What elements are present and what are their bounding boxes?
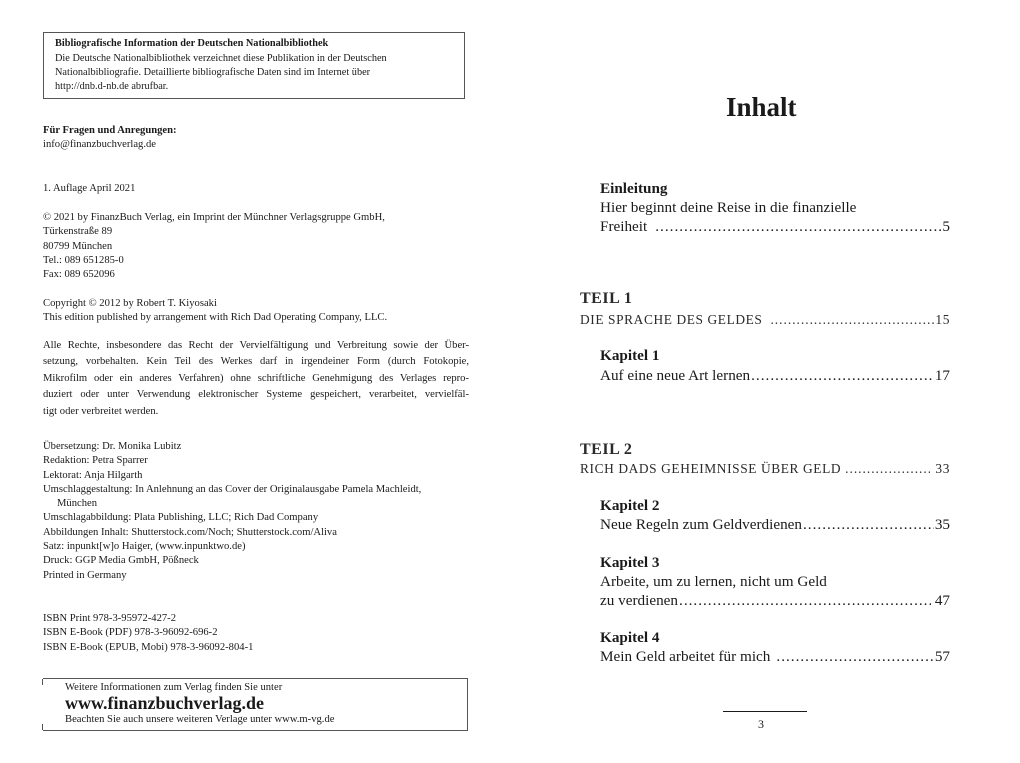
credit-line: Übersetzung: Dr. Monika Lubitz (43, 441, 182, 452)
leader-dots (655, 218, 941, 236)
toc-chapter-page: 47 (934, 592, 950, 609)
credits-block (43, 440, 421, 583)
toc-chapter-title: Mein Geld arbeitet für mich (600, 648, 771, 665)
toc-chapter-label: Kapitel 3 (600, 554, 660, 571)
toc-chapter-row[interactable] (600, 516, 950, 534)
credit-line: Lektorat: Anja Hilgarth (43, 469, 143, 481)
toc-chapter-title-line1: Arbeite, um zu lernen, nicht um Geld (600, 573, 827, 590)
leader-dots (679, 592, 931, 610)
toc-chapter-page: 35 (934, 516, 950, 533)
isbn-block (43, 612, 253, 655)
rights-line: setzung, vorbehalten. Kein Teil des Werkes darf in irgendeiner Form (durch Fotokopie, (43, 356, 469, 368)
publisher-block (43, 211, 385, 282)
credit-line: Abbildungen Inhalt: Shutterstock.com/Noch; Shutterstock.com/Aliva (43, 526, 337, 538)
toc-intro-line2: Freiheit (600, 218, 648, 235)
isbn-line: ISBN E-Book (PDF) 978-3-96092-696-2 (43, 627, 218, 639)
toc-chapter-row[interactable] (600, 592, 950, 610)
toc-chapter-page: 57 (934, 648, 950, 665)
leader-dots (770, 312, 934, 328)
publisher-info-box (43, 678, 468, 731)
leader-dots (776, 648, 933, 666)
footer-rule (723, 711, 807, 712)
credit-line: München (57, 498, 98, 510)
teil1-row[interactable] (580, 312, 950, 328)
teil1-label: TEIL 1 (580, 290, 633, 307)
info-note: Beachten Sie auch unsere weiteren Verlage unter www.m-vg.de (65, 714, 335, 725)
rights-paragraph (43, 338, 469, 420)
edition-line (43, 182, 135, 196)
toc-title: Inhalt (726, 92, 797, 122)
contact-email: info@finanzbuchverlag.de (43, 139, 156, 151)
rights-line: duziert oder unter Verwendung elektronischer Systeme gespeichert, verarbeitet, vervielfäl- (43, 389, 469, 401)
questions-block (43, 124, 177, 153)
bib-heading: Bibliografische Information der Deutschen Nationalbibliothek (55, 38, 329, 49)
toc-chapter-title: Auf eine neue Art lernen (600, 367, 751, 384)
credit-line: Umschlaggestaltung: In Anlehnung an das Cover der Originalausgabe Pamela Machleidt, (43, 483, 422, 495)
toc-intro-label: Einleitung (600, 180, 668, 197)
toc-chapter-label: Kapitel 4 (600, 629, 660, 646)
credit-line: Printed in Germany (43, 569, 127, 581)
toc-intro-row[interactable] (600, 218, 950, 236)
teil1-subtitle: DIE SPRACHE DES GELDES (580, 312, 763, 327)
toc-chapter-page: 17 (934, 367, 950, 384)
leader-dots (803, 516, 934, 534)
rights-line: tigt oder verbreitet werden. (43, 405, 159, 417)
toc-intro-page: 5 (942, 218, 950, 235)
bib-line: http://dnb.d-nb.de abrufbar. (55, 81, 169, 92)
bib-line: Nationalbibliografie. Detaillierte bibliografische Daten sind im Internet über (55, 67, 371, 78)
rights-line: Alle Rechte, insbesondere das Recht der Vervielfältigung und Verbreitung sowie der Über- (43, 340, 469, 351)
toc-chapter-row[interactable] (600, 367, 950, 385)
copyright-line: This edition published by arrangement with Rich Dad Operating Company, LLC. (43, 312, 388, 324)
publisher-line: © 2021 by FinanzBuch Verlag, ein Imprint der Münchner Verlagsgruppe GmbH, (43, 212, 385, 223)
publisher-line: Fax: 089 652096 (43, 269, 115, 281)
copyright-line: Copyright © 2012 by Robert T. Kiyosaki (43, 298, 217, 309)
toc-chapter-label: Kapitel 2 (600, 497, 660, 514)
bib-line: Die Deutsche Nationalbibliothek verzeichnet diese Publikation in der Deutschen (55, 53, 387, 64)
isbn-line: ISBN Print 978-3-95972-427-2 (43, 613, 177, 624)
publisher-url[interactable]: www.finanzbuchverlag.de (65, 693, 265, 713)
credit-line: Redaktion: Petra Sparrer (43, 455, 148, 467)
toc-chapter-title-line2: zu verdienen (600, 592, 679, 609)
questions-heading: Für Fragen und Anregungen: (43, 125, 177, 136)
teil1-page: 15 (935, 312, 950, 327)
toc-chapter-label: Kapitel 1 (600, 347, 660, 364)
edition: 1. Auflage April 2021 (43, 183, 136, 194)
teil2-page: 33 (935, 461, 950, 476)
publisher-line: 80799 München (43, 240, 113, 252)
publisher-line: Türkenstraße 89 (43, 226, 113, 238)
leader-dots (751, 367, 934, 385)
teil2-label: TEIL 2 (580, 441, 633, 458)
bibliographic-info-box (43, 32, 465, 99)
toc-chapter-row[interactable] (600, 648, 950, 666)
publisher-line: Tel.: 089 651285-0 (43, 254, 124, 266)
credit-line: Satz: inpunkt[w]o Haiger, (www.inpunktwo.de) (43, 541, 246, 553)
credit-line: Druck: GGP Media GmbH, Pößneck (43, 555, 199, 567)
isbn-line: ISBN E-Book (EPUB, Mobi) 978-3-96092-804-1 (43, 641, 254, 653)
teil2-subtitle: RICH DADS GEHEIMNISSE ÜBER GELD (580, 461, 842, 476)
copyright-block (43, 297, 387, 326)
leader-dots (845, 461, 930, 477)
toc-chapter-title: Neue Regeln zum Geldverdienen (600, 516, 802, 533)
rights-line: Mikrofilm oder ein anderes Verfahren) ohne schriftliche Genehmigung des Verlages repro- (43, 372, 469, 384)
info-intro: Weitere Informationen zum Verlag finden Sie unter (65, 682, 283, 693)
credit-line: Umschlagabbildung: Plata Publishing, LLC; Rich Dad Company (43, 512, 319, 524)
page-number: 3 (758, 717, 764, 731)
teil2-row[interactable] (580, 461, 950, 477)
toc-intro-line1: Hier beginnt deine Reise in die finanzielle (600, 199, 857, 216)
